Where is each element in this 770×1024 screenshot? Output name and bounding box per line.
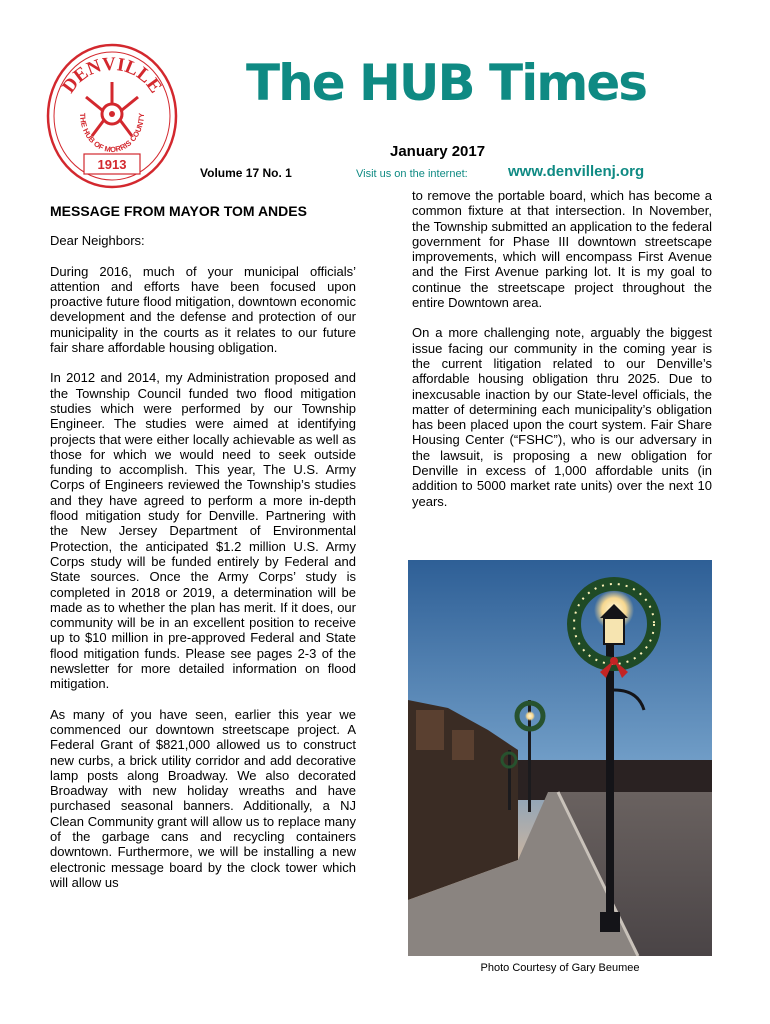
paragraph-affordable-housing: On a more challenging note, arguably the biggest issue facing our community in the coming year is the current litigation related to our Denville’s affordable housing obligation thru 2025. Due to inexcusable inaction by our State-level officials, the matter of determining each municipality’s obligation has been placed upon the court system. Fair Share Housing Center (“FSHC”), who is our adversary in the lawsuit, is proposing a new obligation for Denville in excess of 1,000 affordable units (in addition to 5000 market rate units) over the next 10 years.: [412, 325, 712, 509]
paragraph-2016-overview: During 2016, much of your municipal officials’ attention and efforts have been focused upon proactive future flood mitigation, downtown economic development and the defense and protection of our municipality in the courts as it relates to our future fair share affordable housing obligation.: [50, 263, 356, 356]
website-link[interactable]: www.denvillenj.org: [508, 163, 645, 180]
paragraph-streetscape-continued: to remove the portable board, which has become a common fixture at that intersection. In November, the Township submitted an application to the federal government for Phase III downtown streetscape improvements, which will encompass First Avenue and the First Avenue parking lot. It is my goal to continue the streetscape project throughout the entire Downtown area.: [412, 188, 712, 311]
paragraph-salutation: Dear Neighbors:: [50, 233, 145, 249]
photo-caption: Photo Courtesy of Gary Beumee: [480, 962, 640, 974]
volume-number: Volume 17 No. 1: [200, 166, 292, 180]
newsletter-title: The HUB Times: [246, 54, 647, 112]
street-lamp-wreath-photo: [408, 560, 712, 956]
seal-year: 1913: [97, 157, 127, 172]
seal-middle-text: THE HUB OF MORRIS COUNTY: [77, 112, 147, 155]
article-right-column: [412, 188, 712, 524]
article-heading: MESSAGE FROM MAYOR TOM ANDES: [50, 203, 307, 219]
paragraph-flood-mitigation: In 2012 and 2014, my Administration proposed and the Township Council funded two flood mitigation studies which were performed by our Township Engineer. The studies were aimed at identifying projects that were either locally achievable as well as those for which we would need to seek outside funding to accomplish. This year, The U.S. Army Corps of Engineers reviewed the Township’s studies and they have agreed to perform a more in-depth flood mitigation study for Denville. Partnering with the New Jersey Department of Environmental Protection, the anticipated $1.2 million U.S. Army Corps study will be funded entirely by Federal and State sources. Once the Army Corps’ study is completed in 2018 or 2019, a determination will be made as to whether the plan has merit. If it does, our community will be in an excellent position to receive up to $10 million in pre-approved Federal and State flood mitigation funds. Please see pages 2-3 of the newsletter for more detailed information on flood mitigation.: [50, 370, 356, 692]
issue-date: January 2017: [390, 143, 486, 160]
paragraph-streetscape: As many of you have seen, earlier this year we commenced our downtown streetscape project. A Federal Grant of $821,000 allowed us to construct new curbs, a brick utility corridor and add decorative lamp posts along Broadway. We also decorated Broadway with new holiday wreaths and have purchased seasonal banners. Additionally, a NJ Clean Community grant will allow us to replace many of the garbage cans and recycling containers downtown. Furthermore, we will be installing a new electronic message board by the clock tower which will allow us: [50, 706, 356, 890]
seal-top-text: DENVILLE: [58, 53, 166, 98]
article-left-column: [50, 204, 356, 905]
svg-text:THE HUB OF MORRIS COUNTY: [78, 113, 146, 154]
visit-internet-label: Visit us on the internet:: [356, 168, 468, 180]
denville-seal-logo: [44, 42, 180, 190]
